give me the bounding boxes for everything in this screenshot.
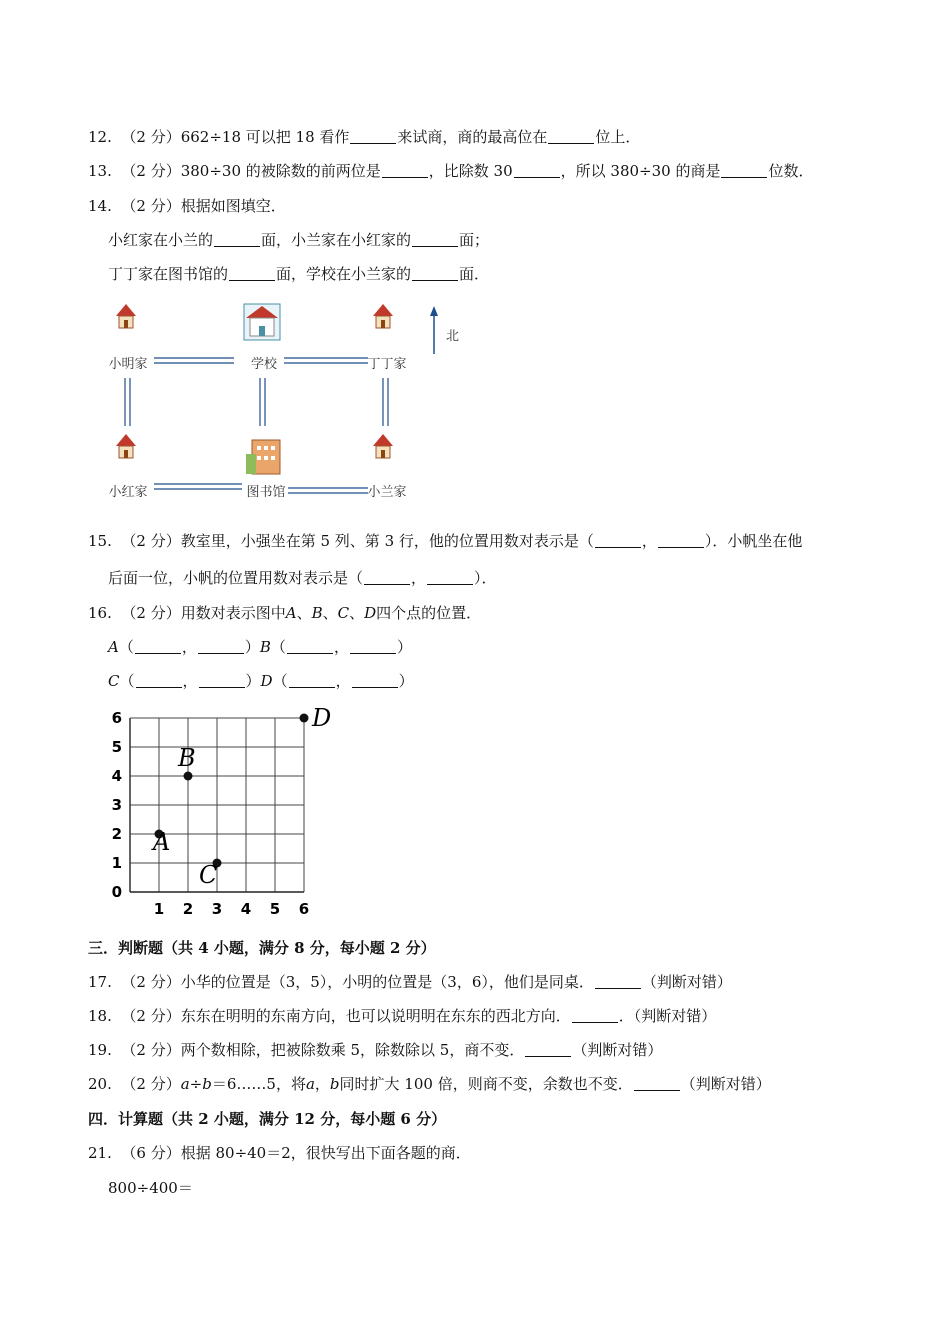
question-21-expression[interactable]: 800÷400＝ <box>108 1179 193 1197</box>
point-d <box>300 714 309 723</box>
answer-blank[interactable] <box>412 232 458 247</box>
answer-blank[interactable] <box>634 1076 680 1091</box>
section-4-title: 四．计算题（共 2 小题，满分 12 分，每小题 6 分） <box>88 1110 447 1128</box>
y-tick-label: 2 <box>111 825 122 843</box>
x-tick-label: 3 <box>211 900 223 918</box>
question-15-line-2: 后面一位，小帆的位置用数对表示是（ ， ）． <box>108 569 497 587</box>
north-arrow-icon <box>430 306 438 354</box>
x-tick-label: 6 <box>298 900 310 918</box>
question-20: 20. （2 分）a÷b＝6……5，将a，b同时扩大 100 倍，则商不变，余数也不变． （判断对错） <box>88 1075 771 1093</box>
question-14: 14. （2 分）根据如图填空． <box>88 197 286 215</box>
school-icon <box>244 304 280 340</box>
answer-blank[interactable] <box>352 673 398 688</box>
answer-blank[interactable] <box>525 1042 571 1057</box>
answer-blank[interactable] <box>289 673 335 688</box>
x-tick-label: 1 <box>153 900 165 918</box>
library-icon <box>246 440 280 474</box>
answer-blank[interactable] <box>427 570 473 585</box>
map-label-library: 图书馆 <box>246 485 286 500</box>
section-3-title: 三．判断题（共 4 小题，满分 8 分，每小题 2 分） <box>88 939 436 957</box>
answer-blank[interactable] <box>135 639 181 654</box>
point-label-b: B <box>178 744 196 772</box>
question-16-line-cd: C（ ， ）D（ ， ） <box>108 672 414 690</box>
y-tick-label: 6 <box>111 709 122 727</box>
x-tick-label: 5 <box>269 900 281 918</box>
y-tick-label: 1 <box>111 854 122 872</box>
answer-blank[interactable] <box>214 232 260 247</box>
answer-blank[interactable] <box>287 639 333 654</box>
answer-blank[interactable] <box>572 1008 618 1023</box>
house-icon <box>373 304 393 328</box>
question-13: 13. （2 分）380÷30 的被除数的前两位是 ，比除数 30 ，所以 380÷30 的商是 位数． <box>88 162 814 180</box>
house-icon <box>373 434 393 458</box>
coordinate-grid-chart <box>104 706 344 920</box>
question-19: 19. （2 分）两个数相除，把被除数乘 5，除数除以 5，商不变． （判断对错） <box>88 1041 663 1059</box>
map-label-xiaolan: 小兰家 <box>367 485 407 500</box>
answer-blank[interactable] <box>595 974 641 989</box>
answer-blank[interactable] <box>199 673 245 688</box>
answer-blank[interactable] <box>721 163 767 178</box>
answer-blank[interactable] <box>229 266 275 281</box>
answer-blank[interactable] <box>412 266 458 281</box>
question-18: 18. （2 分）东东在明明的东南方向，也可以说明明在东东的西北方向． ．（判断对错） <box>88 1007 717 1025</box>
question-16: 16. （2 分）用数对表示图中A、B、C、D四个点的位置． <box>88 604 482 622</box>
house-icon <box>116 434 136 458</box>
house-icon <box>116 304 136 328</box>
point-label-a: A <box>153 828 171 856</box>
point-label-d: D <box>312 706 332 732</box>
point-label-c: C <box>199 861 218 889</box>
x-tick-label: 4 <box>240 900 252 918</box>
answer-blank[interactable] <box>595 533 641 548</box>
y-tick-label: 0 <box>111 883 122 901</box>
question-21: 21. （6 分）根据 80÷40＝2，很快写出下面各题的商． <box>88 1144 471 1162</box>
answer-blank[interactable] <box>382 163 428 178</box>
map-label-dingding: 丁丁家 <box>367 357 407 372</box>
answer-blank[interactable] <box>350 639 396 654</box>
location-map <box>106 298 466 508</box>
answer-blank[interactable] <box>198 639 244 654</box>
question-14-line-2: 丁丁家在图书馆的 面，学校在小兰家的 面． <box>108 265 490 283</box>
map-label-north: 北 <box>446 329 460 344</box>
answer-blank[interactable] <box>514 163 560 178</box>
map-label-xiaohong: 小红家 <box>108 485 148 500</box>
y-tick-label: 5 <box>111 738 122 756</box>
answer-blank[interactable] <box>136 673 182 688</box>
question-17: 17. （2 分）小华的位置是（3，5），小明的位置是（3，6），他们是同桌． （判断对错） <box>88 973 732 991</box>
point-b <box>184 772 193 781</box>
question-15: 15. （2 分）教室里，小强坐在第 5 列、第 3 行，他的位置用数对表示是（ ， ）．小帆坐在他 <box>88 532 803 550</box>
question-14-line-1: 小红家在小兰的 面，小兰家在小红家的 面； <box>108 231 490 249</box>
map-label-school: 学校 <box>250 357 278 372</box>
answer-blank[interactable] <box>350 129 396 144</box>
answer-blank[interactable] <box>548 129 594 144</box>
y-tick-label: 3 <box>111 796 122 814</box>
map-label-xiaoming: 小明家 <box>108 357 148 372</box>
answer-blank[interactable] <box>658 533 704 548</box>
answer-blank[interactable] <box>364 570 410 585</box>
question-12: 12. （2 分）662÷18 可以把 18 看作 来试商，商的最高位在 位上． <box>88 128 641 146</box>
question-16-line-ab: A（ ， ）B（ ， ） <box>108 638 412 656</box>
y-tick-label: 4 <box>111 767 122 785</box>
x-tick-label: 2 <box>182 900 194 918</box>
